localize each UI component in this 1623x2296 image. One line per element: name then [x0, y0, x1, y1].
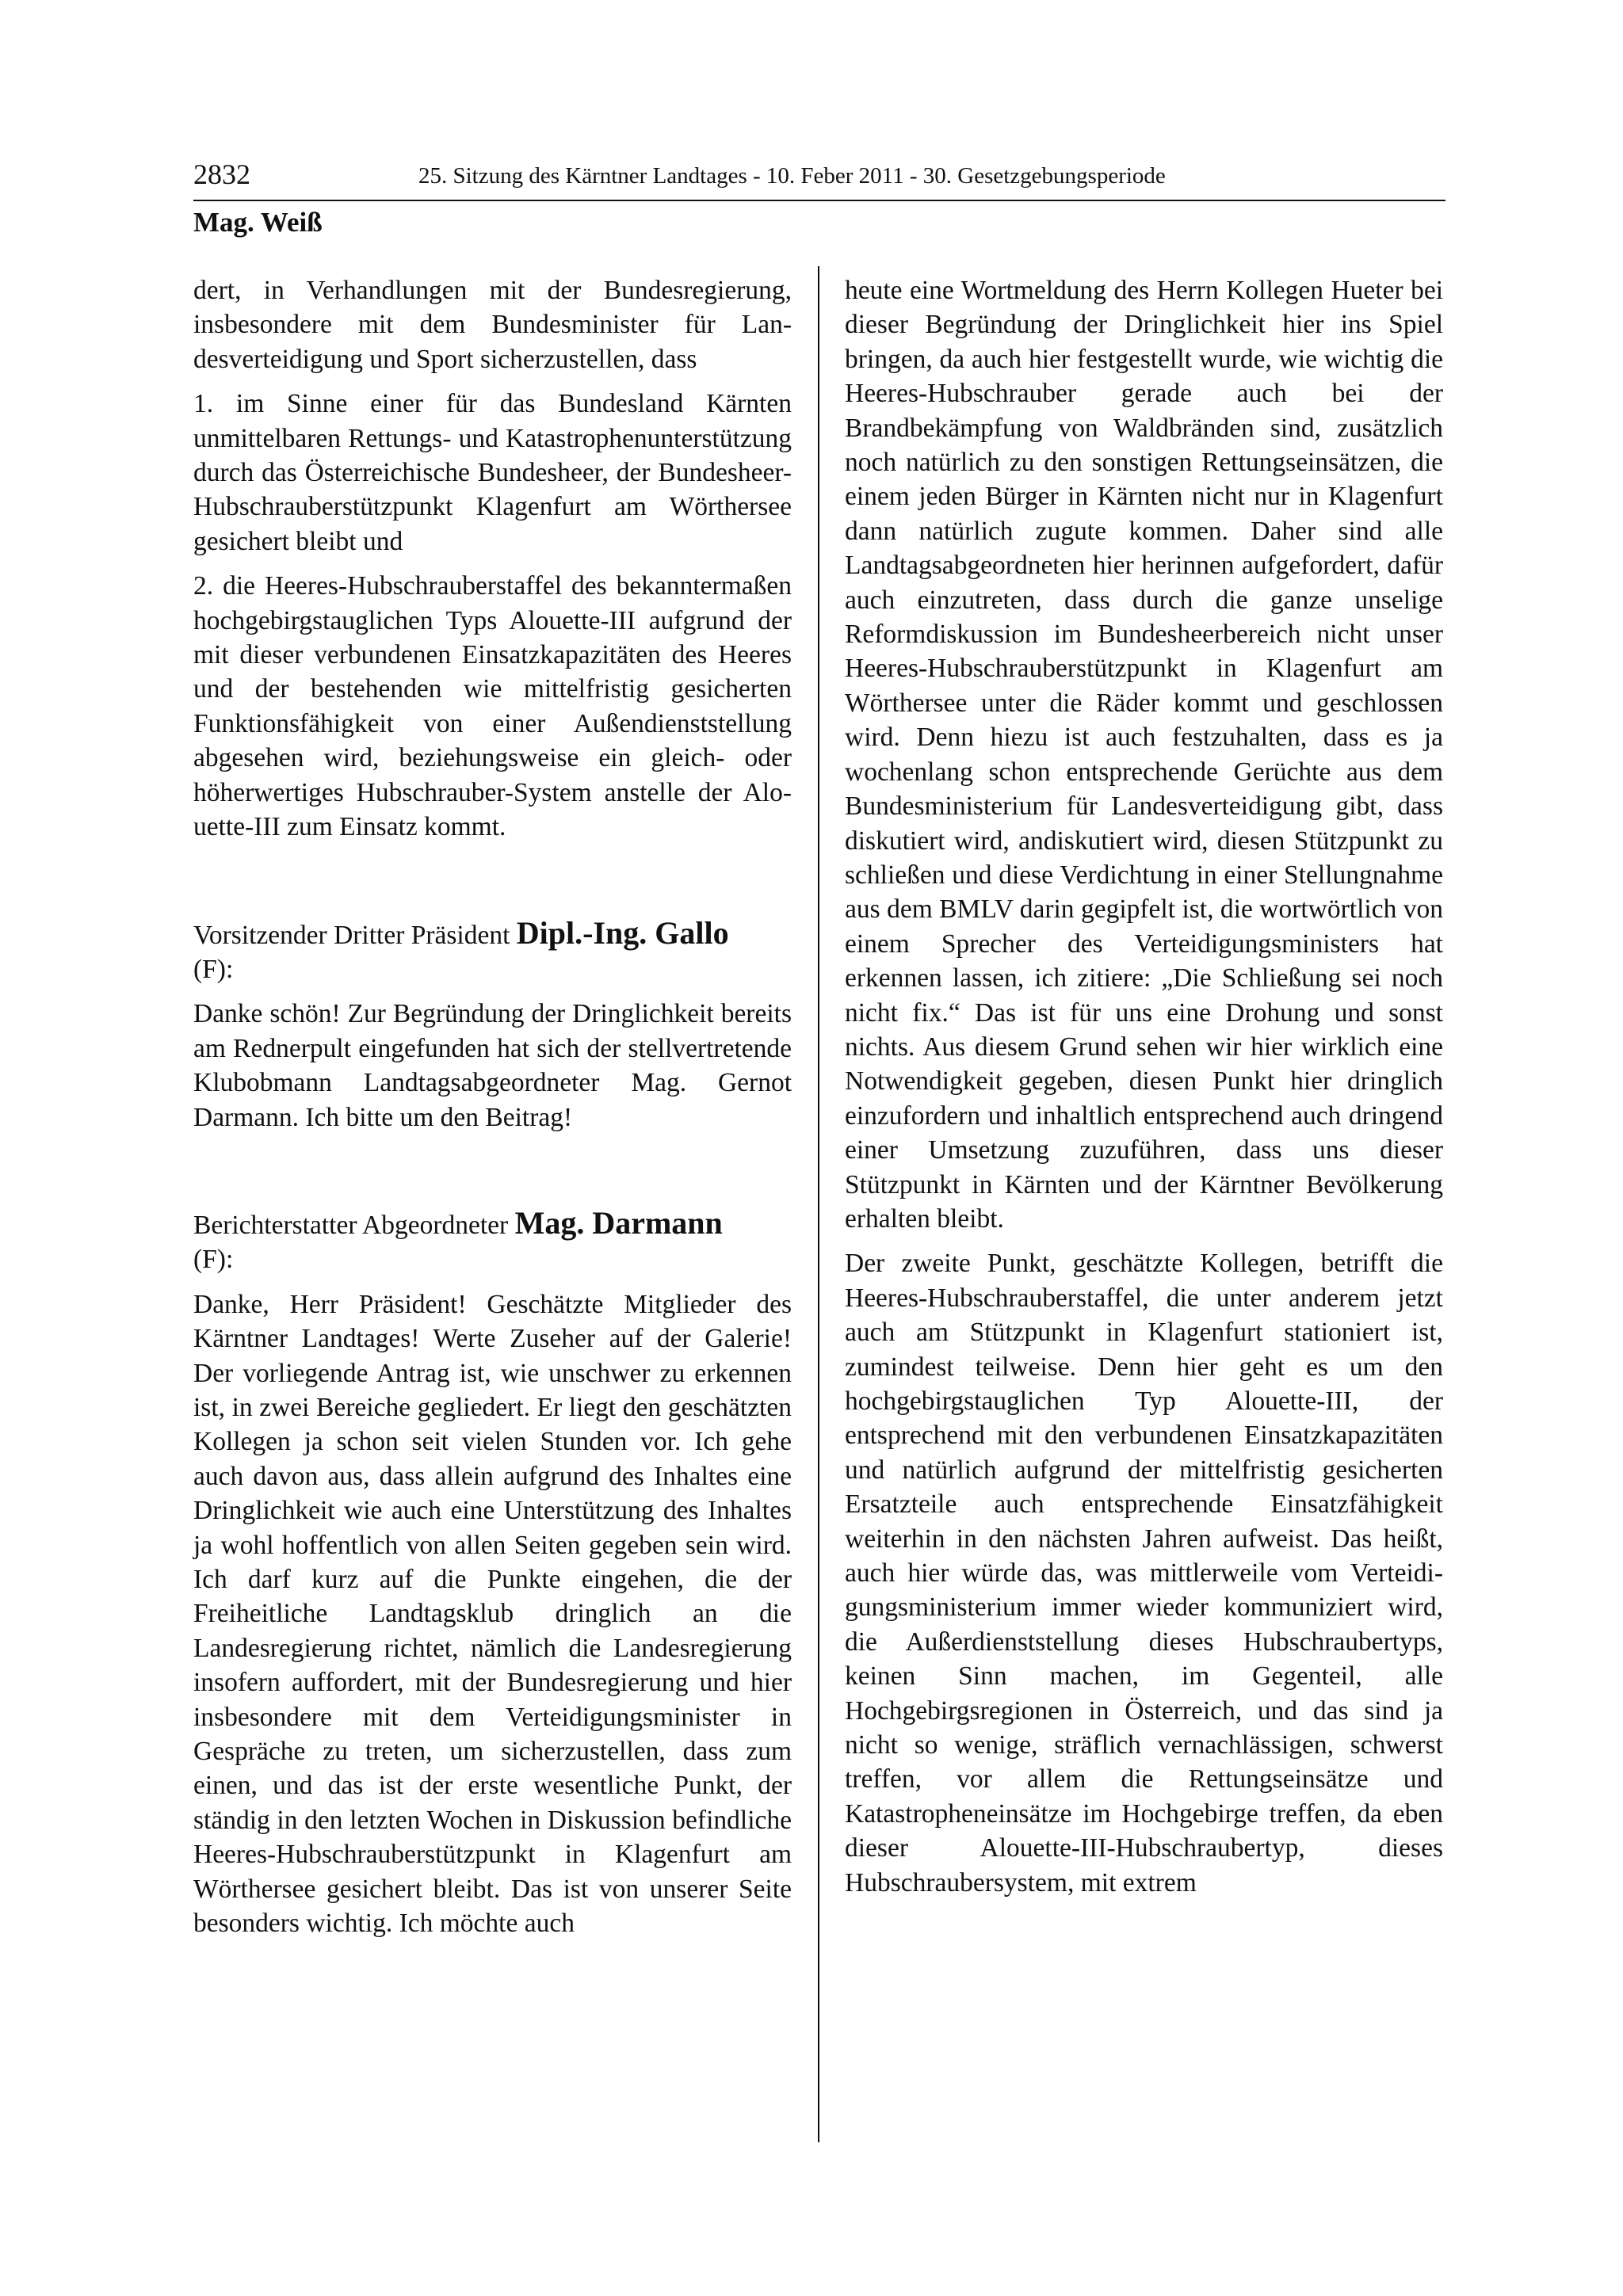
speaker-name: Dipl.-Ing. Gallo	[516, 914, 729, 951]
paragraph: dert, in Verhandlungen mit der Bundesregierung, insbesondere mit dem Bundesminister für Landesverteidigung und Sport sicherzustellen, dass	[193, 276, 792, 374]
paragraph: 2. die Heeres-Hubschrauberstaffel des bekanntermaßen hochgebirgstauglichen Typs Alouette-III aufgrund der mit dieser verbundenen Einsatzkapazitäten des Heeres und der bestehenden wie mittelfristig gesicherten Funktionsfähigkeit von einer Außendienststellung abgesehen wird, beziehungsweise ein gleich- oder höherwertiges Hubschrauber-System anstelle der Alouette-III zum Einsatz kommt.	[193, 571, 792, 842]
speaker-role: Berichterstatter Abgeordneter	[193, 1210, 515, 1240]
running-head: 25. Sitzung des Kärntner Landtages - 10. Feber 2011 - 30. Gesetzgebungsperiode	[418, 163, 1166, 189]
paragraph: 1. im Sinne einer für das Bundesland Kärnten unmittelbaren Rettungs- und Katastrophenunterstützung durch das Österreichische Bundesheer, der Bundesheer-Hubschrauberstützpunkt Klagenfurt am Wörthersee gesichert bleibt und	[193, 389, 792, 556]
paragraph: Danke schön! Zur Begründung der Dringlichkeit bereits am Rednerpult eingefunden hat sich der stellvertretende Klubobmann Landtagsabgeordneter Mag. Gernot Darmann. Ich bitte um den Beitrag!	[193, 999, 792, 1132]
speaker-role: Vorsitzender Dritter Präsident	[193, 920, 517, 950]
speaker-party: (F):	[193, 1245, 234, 1275]
right-column	[845, 273, 1443, 1910]
speaker-heading	[193, 916, 792, 987]
speaker-heading	[193, 1206, 792, 1277]
column-divider	[818, 266, 819, 2142]
left-column	[193, 273, 792, 1951]
speaker-name: Mag. Darmann	[514, 1204, 723, 1241]
paragraph: Danke, Herr Präsident! Geschätzte Mitglieder des Kärntner Landtages! Werte Zuseher auf der Galerie! Der vorliegende Antrag ist, wie unschwer zu erkennen ist, in zwei Bereiche gegliedert. Er liegt den geschätzten Kollegen ja schon seit vielen Stunden vor. Ich gehe auch davon aus, dass allein aufgrund des Inhaltes eine Dringlichkeit wie auch eine Unterstützung des Inhaltes ja wohl hoffentlich von allen Seiten gegeben sein wird. Ich darf kurz auf die Punkte eingehen, die der Freiheitliche Landtagsklub dringlich an die Landesregierung richtet, nämlich die Landesregierung insofern auffordert, mit der Bundesregierung und hier insbesondere mit dem Verteidigungsminister in Gespräche zu treten, um sicherzustellen, dass zum einen, und das ist der erste wesentliche Punkt, der ständig in den letzten Wochen in Diskussion befindliche Heeres-Hubschrauberstützpunkt in Klagenfurt am Wörthersee gesichert bleibt. Das ist von unserer Seite besonders wichtig. Ich möchte auch	[193, 1289, 792, 1939]
speaker-party: (F):	[193, 954, 234, 984]
paragraph: Der zweite Punkt, geschätzte Kollegen, betrifft die Heeres-Hubschrauberstaffel, die unter anderem jetzt auch am Stützpunkt in Klagenfurt stationiert ist, zumindest teilweise. Denn hier geht es um den hochgebirgstauglichen Typ Alouette-III, der entsprechend mit den verbundenen Einsatzkapazitäten und natürlich aufgrund der mittelfristig gesicherten Ersatzteile auch entsprechende Einsatzfähigkeit weiterhin in den nächsten Jahren aufweist. Das heißt, auch hier würde das, was mittlerweile vom Verteidigungsministerium immer wieder kommuniziert wird, die Außerdienststellung dieses Hubschraubertyps, keinen Sinn machen, im Gegenteil, alle Hochgebirgsregionen in Österreich, und das sind ja nicht so wenige, sträflich vernachlässigen, schwerst treffen, vor allem die Rettungseinsätze und Katastropheneinsätze im Hochgebirge treffen, da eben dieser Alouette-III-Hubschraubertyp, dieses Hubschraubersystem, mit extrem	[845, 1249, 1443, 1897]
paragraph: heute eine Wortmeldung des Herrn Kollegen Hueter bei dieser Begründung der Dringlichkeit hier ins Spiel bringen, da auch hier festgestellt wurde, wie wichtig die Heeres-Hubschrauber gerade auch bei der Brandbekämpfung von Waldbränden sind, zusätzlich noch natürlich zu den sonstigen Rettungseinsätzen, die einem jeden Bürger in Kärnten nicht nur in Klagenfurt dann natürlich zugute kommen. Daher sind alle Landtagsabgeordneten hier herinnen aufgefordert, dafür auch einzutreten, dass durch die ganze unselige Reformdiskussion im Bundesheerbereich nicht unser Heeres-Hubschrauberstützpunkt in Klagenfurt am Wörthersee unter die Räder kommt und geschlossen wird. Denn hiezu ist auch festzuhalten, dass es ja wochenlang schon entsprechende Gerüchte aus dem Bundesministerium für Landesverteidigung gibt, dass diskutiert wird, andiskutiert wird, diesen Stützpunkt zu schließen und diese Verdichtung in einer Stellungnahme aus dem BMLV darin gegipfelt ist, die wortwörtlich von einem Sprecher des Verteidigungsministers hat erkennen lassen, ich zitiere: „Die Schließung sei noch nicht fix.“ Das ist für uns eine Drohung und sonst nichts. Aus diesem Grund sehen wir hier wirklich eine Notwendigkeit gegeben, diesen Punkt hier dringlich einzufordern und inhaltlich entsprechend auch dringend einer Umsetzung zuzuführen, dass uns dieser Stützpunkt in Kärnten und der Kärntner Bevölkerung erhalten bleibt.	[845, 276, 1443, 1234]
running-speaker-name: Mag. Weiß	[193, 207, 323, 238]
page-number: 2832	[193, 158, 250, 190]
page-header	[193, 155, 1445, 201]
